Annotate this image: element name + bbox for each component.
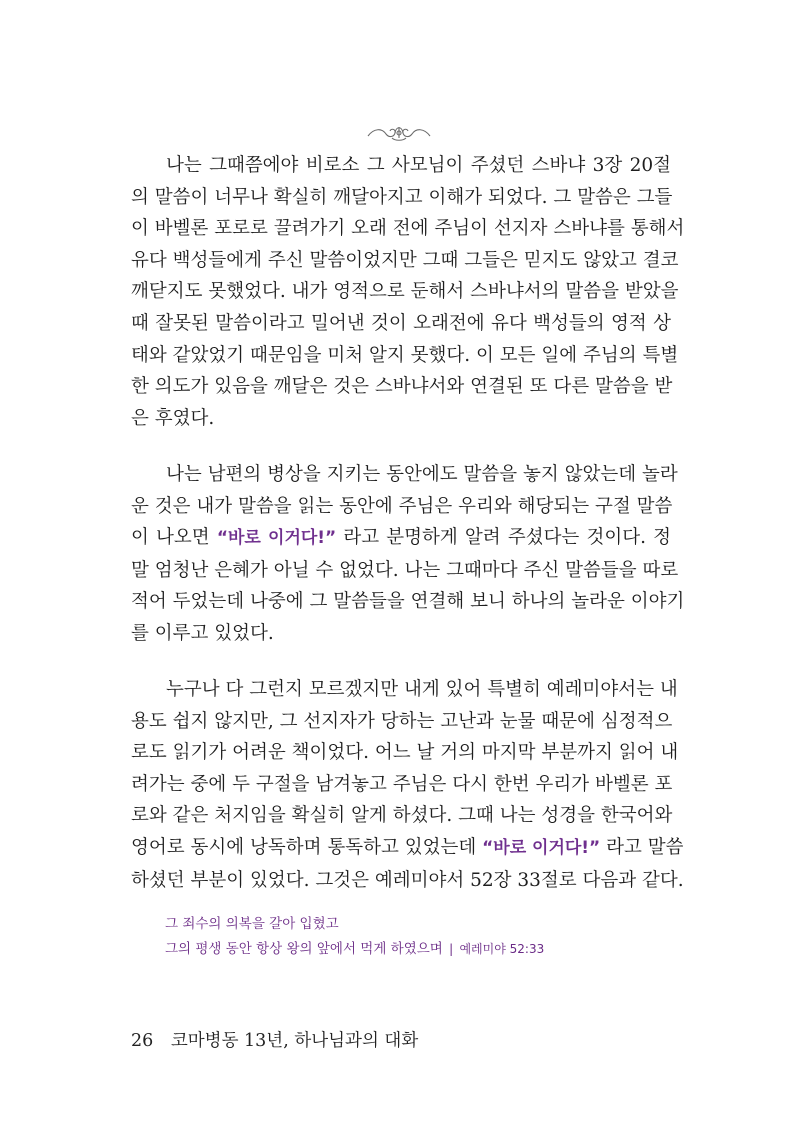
paragraph-2 [131, 459, 685, 650]
text-segment: 라고 분명하게 알려 주셨다는 것이다. 정 [336, 527, 671, 549]
paragraph-1 [131, 150, 685, 434]
text-line: 말 엄청난 은혜가 아닐 수 없었다. 나는 그때마다 주신 말씀들을 따로 [131, 559, 679, 581]
page-footer [131, 1027, 418, 1052]
text-line: 누구나 다 그런지 모르겠지만 내게 있어 특별히 예레미야서는 내 [166, 679, 678, 700]
text-segment: 라고 말씀 [600, 836, 684, 858]
text-line: 용도 쉽지 않지만, 그 선지자가 당하는 고난과 눈물 때문에 심정적으 [131, 710, 673, 732]
page-number: 26 [131, 1031, 154, 1051]
text-line-with-highlight [131, 522, 671, 555]
text-line: 나는 남편의 병상을 지키는 동안에도 말씀을 놓지 않았는데 놀라 [166, 464, 678, 485]
text-line: 운 것은 내가 말씀을 읽는 동안에 주님은 우리와 해당되는 구절 말씀 [131, 495, 673, 517]
highlight-phrase: “바로 이거다!” [216, 528, 337, 549]
text-line: 려가는 중에 두 구절을 남겨놓고 주님은 다시 한번 우리가 바벨론 포 [131, 773, 673, 795]
quote-text: 그의 평생 동안 항상 왕의 앞에서 먹게 하였으며 [165, 941, 443, 957]
text-line: 한 의도가 있음을 깨달은 것은 스바냐서와 연결된 또 다른 말씀을 받 [131, 376, 673, 398]
text-line: 깨닫지도 못했었다. 내가 영적으로 둔해서 스바냐서의 말씀을 받았을 [131, 281, 679, 303]
text-line: 적어 두었는데 나중에 그 말씀들을 연결해 보니 하나의 놀라운 이야기 [131, 591, 685, 613]
flourish-ornament-icon [364, 122, 434, 144]
quote-line [165, 937, 544, 962]
text-line: 의 말씀이 너무나 확실히 깨달아지고 이해가 되었다. 그 말씀은 그들 [131, 186, 673, 208]
text-line: 유다 백성들에게 주신 말씀이었지만 그때 그들은 믿지도 않았고 결코 [131, 249, 679, 271]
text-line: 태와 같았었기 때문임을 미처 알지 못했다. 이 모든 일에 주님의 특별 [131, 344, 679, 366]
text-line: 이 바벨론 포로로 끌려가기 오래 전에 주님이 선지자 스바냐를 통해서 [131, 218, 685, 240]
text-line: 은 후였다. [131, 407, 215, 429]
text-line: 때 잘못된 말씀이라고 밀어낸 것이 오래전에 유다 백성들의 영적 상 [131, 312, 671, 334]
quote-separator: | [449, 942, 454, 956]
quote-line: 그 죄수의 의복을 갈아 입혔고 [165, 916, 339, 932]
text-line: 로와 같은 처지임을 확실히 알게 하셨다. 그때 나는 성경을 한국어와 [131, 805, 673, 827]
text-line: 나는 그때쯤에야 비로소 그 사모님이 주셨던 스바냐 3장 20절 [166, 155, 671, 176]
scripture-reference: 예레미야 52:33 [459, 942, 545, 956]
book-title: 코마병동 13년, 하나님과의 대화 [170, 1031, 419, 1051]
text-line: 하셨던 부분이 있었다. 그것은 예레미야서 52장 33절로 다음과 같다. [131, 869, 684, 891]
text-line-with-highlight [131, 832, 684, 865]
text-segment: 영어로 동시에 낭독하며 통독하고 있었는데 [131, 836, 483, 858]
text-line: 로도 읽기가 어려운 책이었다. 어느 날 거의 마지막 부분까지 읽어 내 [131, 742, 679, 764]
text-segment: 이 나오면 [131, 527, 217, 549]
scripture-quote [165, 912, 544, 962]
text-line: 를 이루고 있었다. [131, 622, 274, 644]
highlight-phrase: “바로 이거다!” [482, 837, 601, 858]
paragraph-3 [131, 674, 684, 896]
